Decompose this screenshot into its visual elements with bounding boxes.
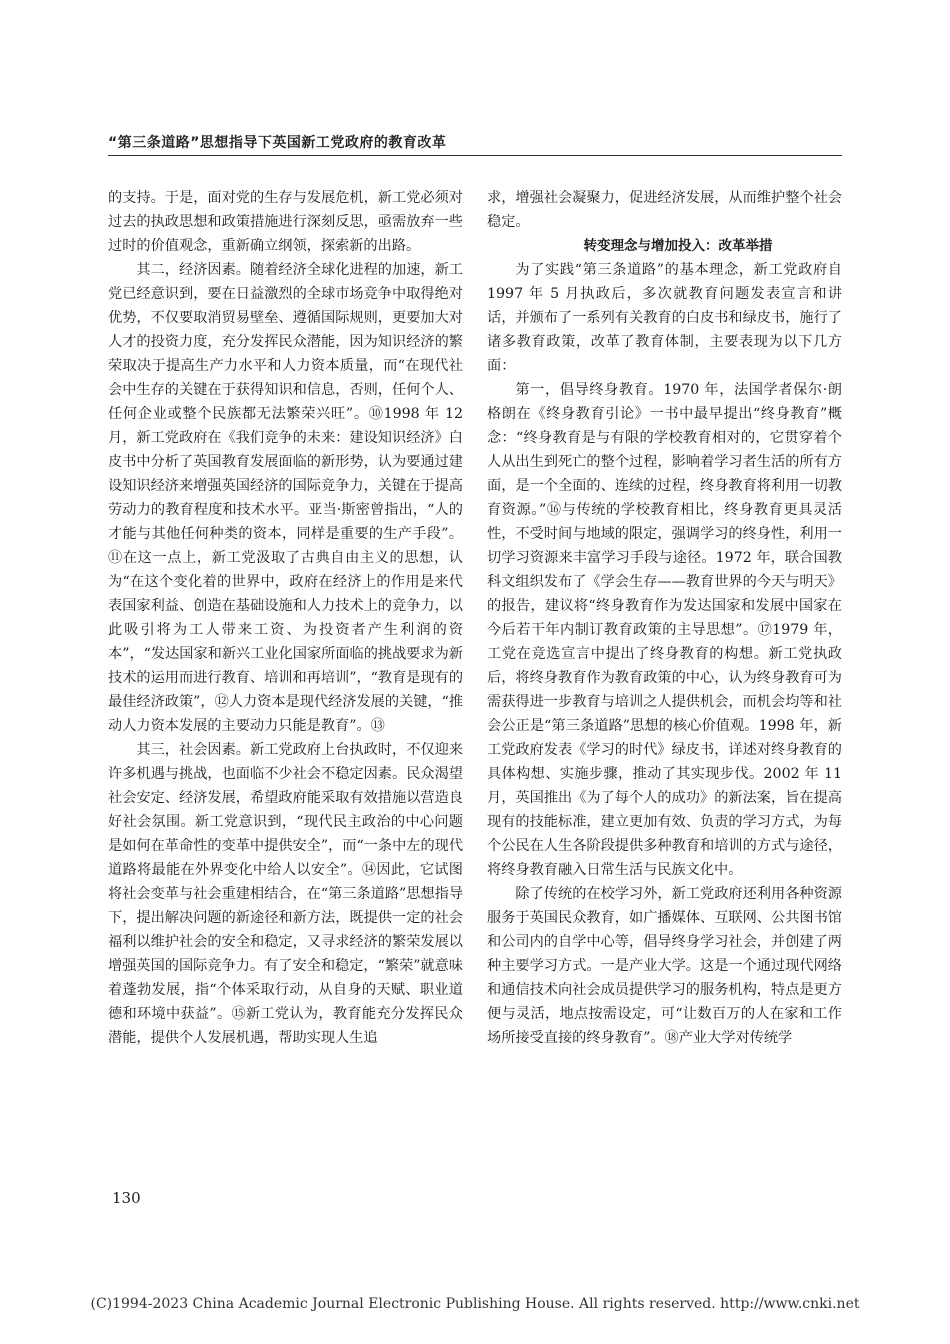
paragraph-economic-factor: 其二，经济因素。随着经济全球化进程的加速，新工党已经意识到，要在日益激烈的全球市场竞争中取得绝对优势，不仅要取消贸易壁垒、遵循国际规则，更要加大对人才的投资力度，充分发挥民众潜能，因为知识经济的繁荣取决于提高生产力水平和人力资本质量，而“在现代社会中生存的关键在于获得知识和信息，否则，任何个人、任何企业或整个民族都无法繁荣兴旺”。⑩1998 年 12 月，新工党政府在《我们竞争的未来：建设知识经济》白皮书中分析了英国教育发展面临的新形势，认为要通过建设知识经济来增强英国经济的国际竞争力，关键在于提高劳动力的教育程度和技术水平。亚当·斯密曾指出，“人的才能与其他任何种类的资本，同样是重要的生产手段”。⑪在这一点上，新工党汲取了古典自由主义的思想，认为“在这个变化着的世界中，政府在经济上的作用是来代表国家利益、创造在基础设施和人力技术上的竞争力，以此吸引将为工人带来工资、为投资者产生利润的资本”，“发达国家和新兴工业化国家所面临的挑战要求为新技术的运用而进行教育、培训和再培训”，“教育是现有的最佳经济政策”，⑫人力资本是现代经济发展的关键，“推动人力资本发展的主要动力只能是教育”。⑬ bbox=[108, 262, 464, 734]
section-title: 转变理念与增加投入：改革举措 bbox=[583, 238, 773, 254]
page-number: 130 bbox=[112, 1189, 141, 1207]
paragraph-intro: 为了实践“第三条道路”的基本理念，新工党政府自 1997 年 5 月执政后，多次就教育问题发表宣言和讲话，并颁布了一系列有关教育的白皮书和绿皮书，施行了诸多教育政策，改革了教育体制，主要表现为以下几方面： bbox=[487, 262, 842, 374]
paragraph-industry-university: 除了传统的在校学习外，新工党政府还利用各种资源服务于英国民众教育，如广播媒体、互联网、公共图书馆和公司内的自学中心等，倡导终身学习社会，并创建了两种主要学习方式。一是产业大学。这是一个通过现代网络和通信技术向社会成员提供学习的服务机构，特点是更方便与灵活，地点按需设定，可“让数百万的人在家和工作场所接受直接的终身教育”。⑱产业大学对传统学 bbox=[487, 886, 842, 1046]
paragraph-continuation: 的支持。于是，面对党的生存与发展危机，新工党必须对过去的执政思想和政策措施进行深刻反思，亟需放弃一些过时的价值观念，重新确立纲领，探索新的出路。 bbox=[108, 190, 463, 254]
header-rule bbox=[108, 155, 842, 156]
copyright-footer: (C)1994-2023 China Academic Journal Electronic Publishing House. All rights reserved. http://www.cnki.net bbox=[90, 1296, 860, 1312]
paragraph-continuation-right: 求，增强社会凝聚力，促进经济发展，从而维护整个社会稳定。 bbox=[487, 190, 842, 230]
paragraph-lifelong-education: 第一，倡导终身教育。1970 年，法国学者保尔·朗格朗在《终身教育引论》一书中最早提出“终身教育”概念：“终身教育是与有限的学校教育相对的，它贯穿着个人从出生到死亡的整个过程，影响着学习者生活的所有方面，是一个全面的、连续的过程，终身教育将利用一切教育资源。”⑯与传统的学校教育相比，终身教育更具灵活性，不受时间与地域的限定，强调学习的终身性，利用一切学习资源来丰富学习手段与途径。1972 年，联合国教科文组织发布了《学会生存——教育世界的今天与明天》的报告，建议将“终身教育作为发达国家和发展中国家在今后若干年内制订教育政策的主导思想”。⑰1979 年，工党在竞选宣言中提出了终身教育的构想。新工党执政后，将终身教育作为教育政策的中心，认为终身教育可为需获得进一步教育与培训之人提供机会，而机会均等和社会公正是“第三条道路”思想的核心价值观。1998 年，新工党政府发表《学习的时代》绿皮书，详述对终身教育的具体构想、实施步骤，推动了其实现步伐。2002 年 11 月，英国推出《为了每个人的成功》的新法案，旨在提高现有的技能标准，建立更加有效、负责的学习方式，为每个公民在人生各阶段提供多种教育和培训的方式与途径，将终身教育融入日常生活与民族文化中。 bbox=[487, 382, 842, 878]
paragraph-social-factor: 其三，社会因素。新工党政府上台执政时，不仅迎来许多机遇与挑战，也面临不少社会不稳定因素。民众渴望社会安定、经济发展，希望政府能采取有效措施以营造良好社会氛围。新工党意识到，“现代民主政治的中心问题是如何在革命性的变革中提供安全”，而“一条中左的现代道路将最能在外界变化中给人以安全”。⑭因此，它试图将社会变革与社会重建相结合，在“第三条道路”思想指导下，提出解决问题的新途径和新方法，既提供一定的社会福利以维护社会的安全和稳定，又寻求经济的繁荣发展以增强英国的国际竞争力。有了安全和稳定，“繁荣”就意味着蓬勃发展，指“个体采取行动，从自身的天赋、职业道德和环境中获益”。⑮新工党认为，教育能充分发挥民众潜能，提供个人发展机遇，帮助实现人生追 bbox=[108, 742, 464, 1046]
left-column bbox=[108, 186, 463, 1050]
running-header: “第三条道路”思想指导下英国新工党政府的教育改革 bbox=[108, 135, 447, 151]
right-column bbox=[487, 186, 842, 1050]
